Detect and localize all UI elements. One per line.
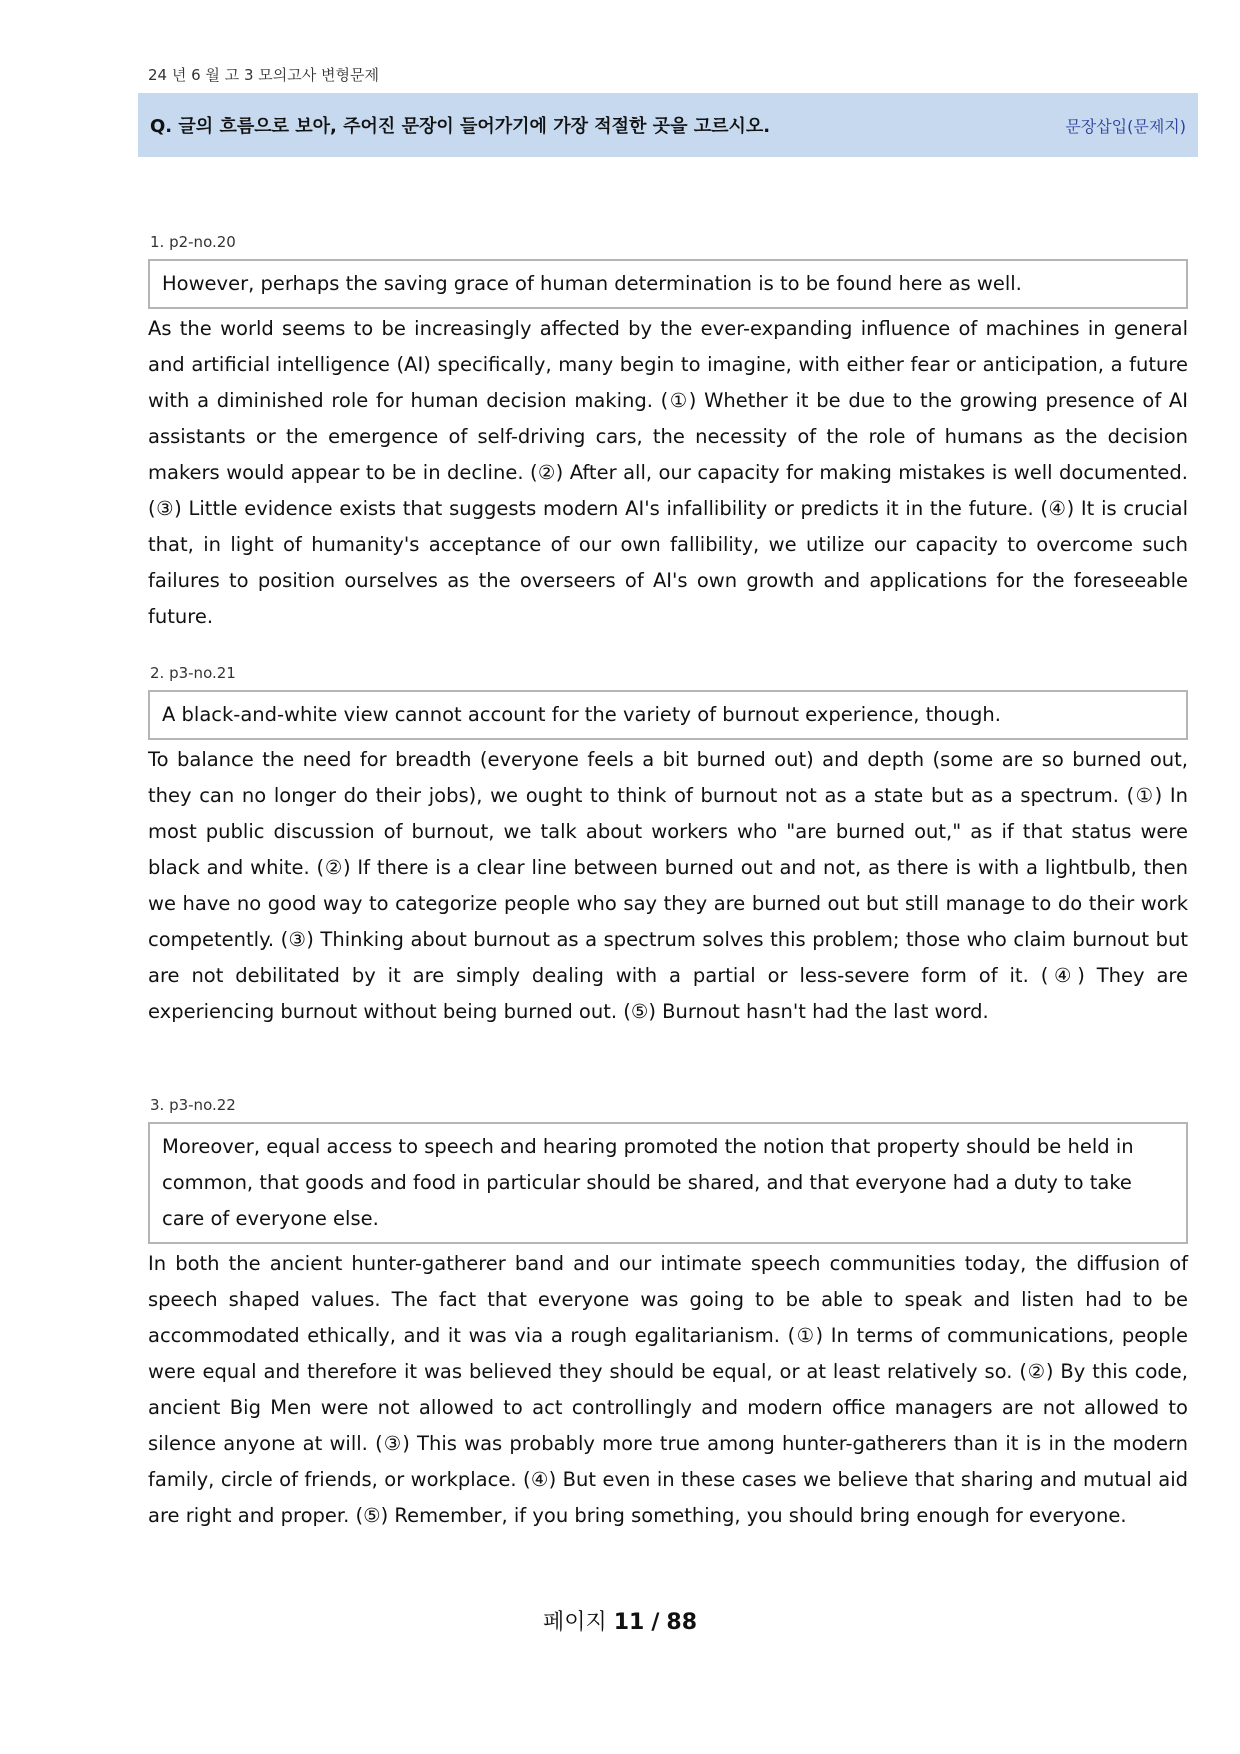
page-separator: / (651, 1610, 660, 1635)
page-total: 88 (666, 1610, 698, 1635)
passage-text: To balance the need for breadth (everyone feels a bit burned out) and depth (some are so burned out, they can no longer do their jobs), we ought to think of burnout not as a state but as a spectrum. (①) In most public discussion of burnout, we talk about workers who "are burned out," as if that status were black and white. (②) If there is a clear line between burned out and not, as there is with a lightbulb, then we have no good way to categorize people who say they are burned out but still manage to do their work competently. (③) Thinking about burnout as a spectrum solves this problem; those who claim burnout but are not debilitated by it are simply dealing with a partial or less-severe form of it. (④) They are experiencing burnout without being burned out. (⑤) Burnout hasn't had the last word. (148, 748, 1188, 1023)
question-item-3 (148, 1096, 1188, 1534)
question-type-label: 문장삽입(문제지) (1065, 116, 1186, 136)
question-item-2 (148, 664, 1188, 1030)
question-prompt: Q. 글의 흐름으로 보아, 주어진 문장이 들어가기에 가장 적절한 곳을 고르시오. (150, 116, 771, 137)
question-item-1 (148, 233, 1188, 635)
given-sentence-box: A black-and-white view cannot account for the variety of burnout experience, though. (148, 690, 1188, 740)
page-prefix: 페이지 (542, 1610, 607, 1635)
given-sentence-box: Moreover, equal access to speech and hearing promoted the notion that property should be held in common, that goods and food in particular should be shared, and that everyone had a duty to take care of everyone else. (148, 1122, 1188, 1244)
passage-text: In both the ancient hunter-gatherer band and our intimate speech communities today, the diffusion of speech shaped values. The fact that everyone was going to be able to speak and listen had to be accommodated ethically, and it was via a rough egalitarianism. (①) In terms of communications, people were equal and therefore it was believed they should be equal, or at least relatively so. (②) By this code, ancient Big Men were not allowed to act controllingly and modern office managers are not allowed to silence anyone at will. (③) This was probably more true among hunter-gatherers than it is in the modern family, circle of friends, or workplace. (④) But even in these cases we believe that sharing and mutual aid are right and proper. (⑤) Remember, if you bring something, you should bring enough for everyone. (148, 1252, 1188, 1527)
item-label: 2. p3-no.21 (150, 664, 236, 682)
given-sentence-box: However, perhaps the saving grace of human determination is to be found here as well. (148, 259, 1188, 309)
running-header: 24 년 6 월 고 3 모의고사 변형문제 (148, 66, 379, 84)
passage-text: As the world seems to be increasingly affected by the ever-expanding influence of machines in general and artificial intelligence (AI) specifically, many begin to imagine, with either fear or anticipation, a future with a diminished role for human decision making. (①) Whether it be due to the growing presence of AI assistants or the emergence of self-driving cars, the necessity of the role of humans as the decision makers would appear to be in decline. (②) After all, our capacity for making mistakes is well documented. (③) Little evidence exists that suggests modern AI's infallibility or predicts it in the future. (④) It is crucial that, in light of humanity's acceptance of our own fallibility, we utilize our capacity to overcome such failures to position ourselves as the overseers of AI's own growth and applications for the foreseeable future. (148, 317, 1188, 628)
item-label: 3. p3-no.22 (150, 1096, 236, 1114)
page-number (0, 1605, 1240, 1636)
item-label: 1. p2-no.20 (150, 233, 236, 251)
question-bar (138, 93, 1198, 157)
page-current: 11 (613, 1610, 645, 1635)
